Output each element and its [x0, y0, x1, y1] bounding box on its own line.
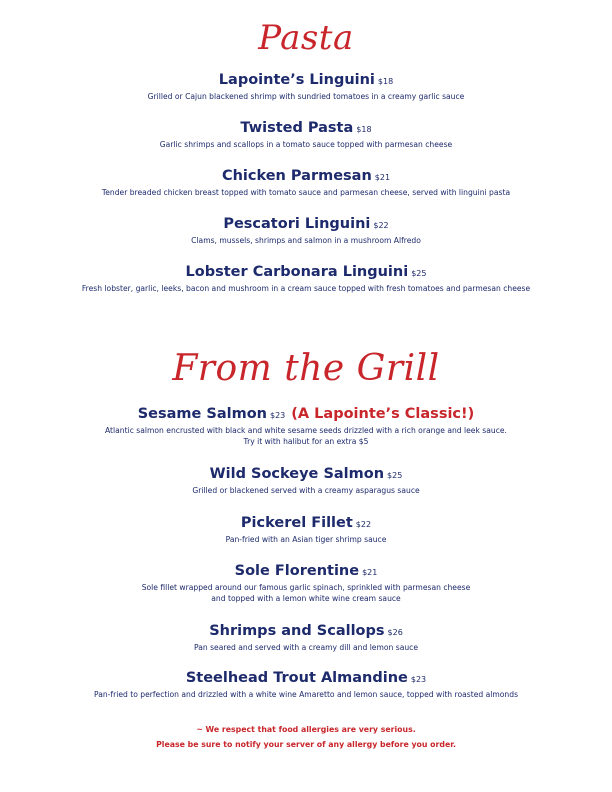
item-price: $23	[270, 411, 286, 420]
menu-item	[0, 214, 612, 246]
item-price: $23	[410, 675, 427, 684]
menu-item	[0, 561, 612, 604]
item-name: Shrimps and Scallops	[209, 623, 385, 639]
item-description: Clams, mussels, shrimps and salmon in a mushroom Alfredo	[191, 236, 421, 245]
item-name: Sesame Salmon	[137, 406, 267, 422]
item-price: $22	[355, 520, 372, 529]
item-description: Atlantic salmon encrusted with black and white sesame seeds drizzled with a rich orange and leek sauce. Try it with halibut for an extra $5	[105, 426, 507, 446]
menu-item	[0, 262, 612, 294]
item-name: Steelhead Trout Almandine	[185, 670, 408, 686]
menu-item	[0, 513, 612, 545]
item-name: Lobster Carbonara Linguini	[185, 264, 409, 280]
item-description: Tender breaded chicken breast topped with tomato sauce and parmesan cheese, served with linguini pasta	[101, 188, 511, 197]
item-price: $18	[377, 77, 394, 86]
item-price: $25	[387, 471, 403, 480]
item-name: Twisted Pasta	[240, 120, 354, 136]
item-name: Chicken Parmesan	[221, 168, 372, 184]
item-price: $21	[362, 568, 378, 577]
item-price: $22	[373, 221, 389, 230]
item-name: Lapointe’s Linguini	[218, 72, 375, 88]
pasta-section-title: Pasta	[258, 18, 354, 58]
item-description: Pan-fried with an Asian tiger shrimp sauce	[225, 535, 387, 544]
item-description: Pan-fried to perfection and drizzled with a white wine Amaretto and lemon sauce, topped with roasted almonds	[93, 690, 519, 699]
item-description: Sole fillet wrapped around our famous garlic spinach, sprinkled with parmesan cheese and topped with a lemon white wine cream sauce	[141, 583, 471, 603]
item-description: Grilled or Cajun blackened shrimp with sundried tomatoes in a creamy garlic sauce	[147, 92, 465, 101]
item-description: Garlic shrimps and scallops in a tomato sauce topped with parmesan cheese	[159, 140, 453, 149]
allergy-notice-line2: Please be sure to notify your server of any allergy before you order.	[156, 740, 456, 749]
item-description: Grilled or blackened served with a creamy asparagus sauce	[192, 486, 420, 495]
item-price: $21	[374, 173, 391, 182]
menu-item	[0, 621, 612, 653]
grill-section-title: From the Grill	[172, 348, 440, 389]
allergy-notice-line1: ~ We respect that food allergies are very serious.	[196, 725, 416, 734]
item-name: Sole Florentine	[234, 563, 360, 579]
menu-item	[0, 70, 612, 102]
item-description: Pan seared and served with a creamy dill and lemon sauce	[193, 643, 419, 652]
allergy-notice	[0, 722, 612, 752]
item-description: Fresh lobster, garlic, leeks, bacon and mushroom in a cream sauce topped with fresh tomatoes and parmesan cheese	[81, 284, 531, 293]
item-price: $18	[356, 125, 372, 134]
item-price: $26	[387, 628, 403, 637]
menu-item	[0, 464, 612, 496]
item-name: Pescatori Linguini	[223, 216, 371, 232]
item-price: $25	[411, 269, 427, 278]
item-name: Wild Sockeye Salmon	[209, 466, 385, 482]
menu-item	[0, 118, 612, 150]
menu-item	[0, 166, 612, 198]
menu-item	[0, 404, 612, 447]
item-name: Pickerel Fillet	[240, 515, 353, 531]
menu-item	[0, 668, 612, 700]
classic-badge: (A Lapointe’s Classic!)	[291, 406, 475, 422]
